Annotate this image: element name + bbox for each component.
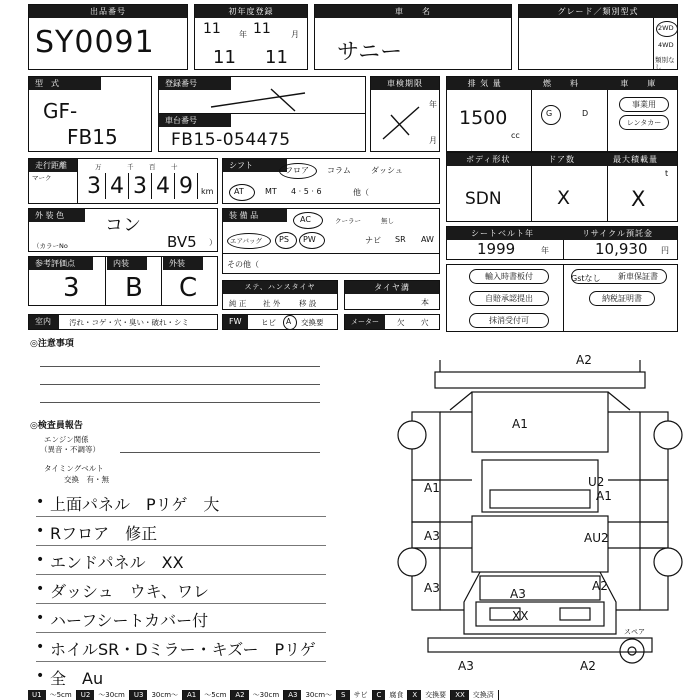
diagram-label-2: A1 <box>512 417 528 431</box>
recycle-label: リサイクル預託金 <box>582 229 653 238</box>
mileage-digit: 3 <box>83 173 106 199</box>
car-name-value: サニー <box>337 40 403 65</box>
fw-opt2: A <box>286 317 292 326</box>
equip-ac: AC <box>300 215 311 224</box>
inspection-cross <box>379 101 423 141</box>
engine-fuel-box <box>446 76 678 152</box>
first-reg-line2b: 11 <box>265 47 288 68</box>
report-line-text: ホイルSR・Dミラー・キズー Pリゲ <box>50 640 316 659</box>
report-line <box>36 662 326 691</box>
belt-unit: 年 <box>541 246 549 255</box>
spare-label: スペア <box>624 628 645 636</box>
report-bullet: • <box>36 552 45 568</box>
legend-code: A1 <box>183 690 200 700</box>
fw-label: FW <box>223 315 248 329</box>
report-line <box>36 604 326 633</box>
car-name-label: 車 名 <box>315 5 511 18</box>
doc-warranty-note: Gstなし <box>571 274 601 283</box>
diagram-label-5: A1 <box>596 489 612 503</box>
legend-desc: 腐食 <box>385 690 408 700</box>
damage-legend <box>28 690 700 700</box>
first-reg-era: 11 <box>203 21 221 37</box>
timing-options: 交換 有・無 <box>64 475 109 484</box>
tires-unit: 本 <box>421 298 429 307</box>
lot-number-box <box>28 4 188 70</box>
equipment-label: 装 備 品 <box>223 209 287 222</box>
recycle-unit: 円 <box>661 246 669 255</box>
color-label: 外 装 色 <box>29 209 85 222</box>
stereo-opt1: 純 正 <box>229 299 247 308</box>
score-value: 3 <box>63 273 80 303</box>
shift-at: AT <box>234 187 244 196</box>
legend-code: A3 <box>284 690 301 700</box>
report-bullet: • <box>36 668 45 684</box>
report-line-text: ダッシュ ウキ、ワレ <box>50 582 210 601</box>
exterior-label: 外装 <box>163 257 203 270</box>
color-code-value: BV5 <box>167 233 197 251</box>
inspection-label: 車検期限 <box>371 77 439 90</box>
doors-value: X <box>557 187 571 209</box>
legend-desc: 交換要 <box>421 690 451 700</box>
engine-label: エンジン関係 <box>44 435 89 444</box>
stereo-opt2: 社 外 <box>263 299 281 308</box>
doc-warranty-label: 新車保証書 <box>618 272 658 281</box>
car-damage-diagram <box>380 340 700 680</box>
recycle-value: 10,930 <box>595 240 648 258</box>
report-line <box>36 633 326 662</box>
inspector-title: ◎検査員報告 <box>30 421 83 431</box>
belt-value: 1999 <box>477 240 516 258</box>
shift-dash: ダッシュ <box>371 166 403 175</box>
color-value: コン <box>105 215 141 236</box>
report-line-text: Rフロア 修正 <box>50 524 158 543</box>
legend-desc: 30cm～ <box>301 690 337 700</box>
legend-desc: ～30cm <box>249 690 285 700</box>
lot-number-label: 出品番号 <box>29 5 187 18</box>
diagram-label-10: A3 <box>510 587 526 601</box>
equip-pw: PW <box>303 235 316 244</box>
shift-floor: フロア <box>285 166 309 175</box>
interior-label: 内装 <box>107 257 147 270</box>
interior-note-box <box>28 314 218 330</box>
report-bullet: • <box>36 639 45 655</box>
legend-desc: サビ <box>350 690 373 700</box>
mileage-unit: km <box>201 187 214 196</box>
odo-box <box>344 314 440 330</box>
legend-code: X <box>408 690 421 700</box>
first-reg-line2a: 11 <box>213 47 236 68</box>
first-registration-label: 初年度登録 <box>195 5 307 18</box>
report-line <box>36 546 326 575</box>
displacement-value: 1500 <box>459 107 508 129</box>
report-line <box>36 488 326 517</box>
first-registration-box <box>194 4 308 70</box>
shift-mt: MT <box>265 187 277 196</box>
equip-other: その他（ <box>227 260 259 269</box>
engine-sub: （異音・不調等） <box>40 445 100 454</box>
rental-option: レンタカー <box>619 115 669 130</box>
inspection-year: 年 <box>429 100 437 109</box>
legend-code: A2 <box>231 690 248 700</box>
shift-label: シフト <box>223 159 287 172</box>
diagram-label-13: A2 <box>580 659 596 673</box>
doors-label: ドア数 <box>548 155 576 164</box>
interior-note-label: 室内 <box>29 315 59 329</box>
color-code-label: （カラーNo <box>33 242 68 250</box>
equip-aw: AW <box>421 235 434 244</box>
report-line-text: 上面パネル Pリゲ 大 <box>50 495 220 514</box>
tires-box <box>344 280 440 310</box>
commercial-option: 事業用 <box>619 97 669 112</box>
mileage-digit: 9 <box>175 173 198 199</box>
fw-opt1: ヒビ <box>261 318 276 327</box>
inspection-month: 月 <box>429 136 437 145</box>
legend-desc: ～30cm <box>94 690 130 700</box>
report-line-text: エンドパネル XX <box>50 553 184 572</box>
first-reg-month: 11 <box>253 21 271 37</box>
legend-code: U3 <box>130 690 148 700</box>
equip-sr: SR <box>395 235 406 244</box>
garage-label: 車 庫 <box>620 79 657 88</box>
model-value-2: FB15 <box>67 125 118 149</box>
first-reg-month-unit: 月 <box>291 30 299 39</box>
mileage-mark: マーク <box>32 174 52 182</box>
diagram-label-11: XX <box>512 609 529 623</box>
stereo-label: ステ、ハンスタイヤ <box>223 281 337 294</box>
model-label: 型 式 <box>29 77 101 90</box>
report-line <box>36 575 326 604</box>
report-line-text: 全 Au <box>50 669 104 688</box>
equipment-box <box>222 208 440 274</box>
grade-box <box>518 4 678 70</box>
capacity-value: X <box>631 187 646 211</box>
interior-value: B <box>125 273 143 303</box>
equip-none: 無し <box>381 217 394 225</box>
chassis-label: 車台番号 <box>159 114 231 127</box>
legend-code: XX <box>451 690 469 700</box>
mileage-label: 走行距離 <box>29 159 77 172</box>
fuel-label: 燃 料 <box>543 79 580 88</box>
report-bullet: • <box>36 581 45 597</box>
odo-opt2: 穴 <box>421 318 429 327</box>
shift-speeds: 4 · 5 · 6 <box>291 187 322 196</box>
legend-code: C <box>373 690 386 700</box>
diagram-label-8: A3 <box>424 581 440 595</box>
registration-strike <box>209 85 309 113</box>
diagram-label-12: A3 <box>458 659 474 673</box>
report-bullet: • <box>36 523 45 539</box>
notes-title: ◎注意事項 <box>30 339 74 349</box>
doc-deregistration: 抹消受付可 <box>469 313 549 328</box>
mileage-digit: 4 <box>106 173 129 199</box>
capacity-label: 最大積載量 <box>613 155 659 164</box>
belt-recycle-box <box>446 226 678 260</box>
report-bullet: • <box>36 610 45 626</box>
score-box <box>28 256 218 306</box>
diagram-label-4: U2 <box>588 475 605 489</box>
interior-note-text: 汚れ・コゲ・穴・臭い・破れ・シミ <box>69 318 189 327</box>
fw-opt3: 交換要 <box>301 318 324 327</box>
model-box <box>28 76 152 152</box>
mileage-digit: 3 <box>129 173 152 199</box>
diagram-label-1: A2 <box>576 353 592 367</box>
equip-airbag: エアバッグ <box>230 237 262 245</box>
displacement-unit: cc <box>511 131 520 140</box>
stereo-opt3: 移 設 <box>299 299 317 308</box>
mileage-digits <box>83 173 198 199</box>
body-label: ボディ形状 <box>465 155 511 164</box>
grade-label: グレード／類別型式 <box>519 5 677 18</box>
legend-code: U1 <box>28 690 46 700</box>
body-value: SDN <box>465 189 502 209</box>
legend-code: S <box>337 690 349 700</box>
legend-desc: 30cm～ <box>147 690 183 700</box>
doc-insurance: 自賠承認提出 <box>469 291 549 306</box>
capacity-unit: t <box>665 169 669 178</box>
doc-tax-cert: 納税証明書 <box>589 291 655 306</box>
diagram-label-6: A3 <box>424 529 440 543</box>
registration-label: 登録番号 <box>159 77 231 90</box>
displacement-label: 排 気 量 <box>467 79 502 88</box>
doc-import-plate: 輸入時書板付 <box>469 269 549 284</box>
diagram-label-9: A2 <box>592 579 608 593</box>
body-box <box>446 152 678 222</box>
legend-desc: ～5cm <box>46 690 77 700</box>
exterior-value: C <box>179 273 198 303</box>
shift-column: コラム <box>327 166 351 175</box>
equip-ps: PS <box>279 235 289 244</box>
timing-label: タイミングベルト <box>44 464 104 473</box>
shift-other: 他（ <box>353 188 369 197</box>
equip-navi: ナビ <box>365 236 381 245</box>
fuel-g: G <box>546 109 553 118</box>
tires-label: タイヤ溝 <box>345 281 439 294</box>
diagram-label-3: A1 <box>424 481 440 495</box>
legend-desc: ～5cm <box>200 690 231 700</box>
documents-box <box>446 264 678 332</box>
grade-4wd: 4WD <box>658 41 674 49</box>
stereo-box <box>222 280 338 310</box>
odo-label: メーター <box>345 315 385 329</box>
legend-desc: 交換済 <box>469 690 499 700</box>
belt-label: シートベルト年 <box>471 229 535 238</box>
color-box: 外 装 色 コン （カラーNo BV5 ） <box>28 208 218 252</box>
report-line <box>36 517 326 546</box>
odo-opt1: 欠 <box>397 318 405 327</box>
equip-cooler: クーラー <box>335 217 361 225</box>
mileage-box: 走行距離 マーク 万 千 百 十 3 4 3 4 9 km <box>28 158 218 204</box>
mileage-digit: 4 <box>152 173 175 199</box>
inspection-box <box>370 76 440 152</box>
grade-none: 類別なし <box>655 56 675 71</box>
report-lines <box>36 488 336 691</box>
fuel-d: D <box>582 109 589 118</box>
first-reg-year-unit: 年 <box>239 30 247 39</box>
shift-box <box>222 158 440 204</box>
score-label: 参考評価点 <box>29 257 93 270</box>
report-line-text: ハーフシートカバー付 <box>50 611 209 630</box>
registration-box <box>158 76 366 152</box>
legend-code: U2 <box>77 690 95 700</box>
chassis-value: FB15-054475 <box>171 130 291 150</box>
report-bullet: • <box>36 494 45 510</box>
fw-box <box>222 314 338 330</box>
car-name-box <box>314 4 512 70</box>
diagram-label-7: AU2 <box>584 531 609 545</box>
grade-2wd: 2WD <box>658 24 674 32</box>
model-value-1: GF- <box>43 99 78 123</box>
lot-number-value: SY0091 <box>35 25 155 60</box>
